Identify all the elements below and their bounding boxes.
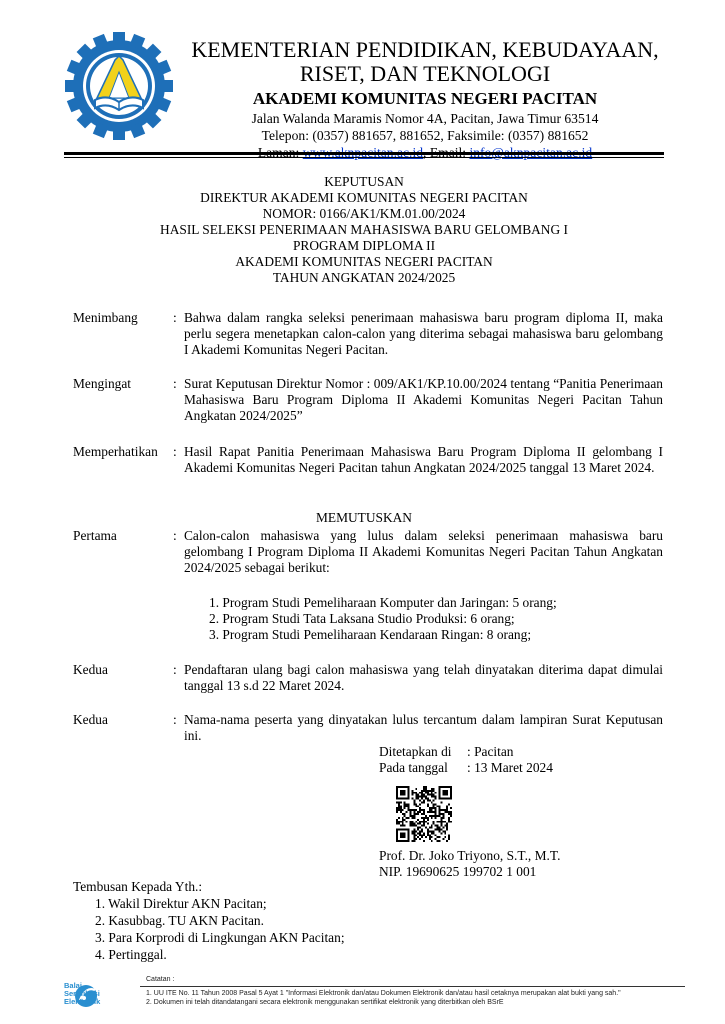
letterhead-rule-thin <box>64 157 664 158</box>
list-item: 2. Kasubbag. TU AKN Pacitan. <box>95 913 264 928</box>
footer-note: 2. Dokumen ini telah ditandatangani secara elektronik menggunakan sertifikat elektronik yang diterbitkan oleh BSrE <box>146 999 504 1006</box>
section-colon: : <box>173 310 177 325</box>
signatory-name: Prof. Dr. Joko Triyono, S.T., M.T. <box>379 848 561 863</box>
footer-notes <box>146 989 621 1007</box>
title-line: HASIL SELEKSI PENERIMAAN MAHASISWA BARU GELOMBANG I <box>160 222 568 237</box>
tembusan <box>73 878 345 963</box>
list-item: 3. Para Korprodi di Lingkungan AKN Pacitan; <box>95 930 345 945</box>
institution-name: AKADEMI KOMUNITAS NEGERI PACITAN <box>252 89 598 108</box>
decree-number: NOMOR: 0166/AK1/KM.01.00/2024 <box>262 206 466 221</box>
title-line: AKADEMI KOMUNITAS NEGERI PACITAN <box>235 254 493 269</box>
signature-place-row <box>379 744 553 776</box>
memutuskan-heading: MEMUTUSKAN <box>316 510 412 525</box>
decree-title <box>64 174 664 286</box>
title-line: TAHUN ANGKATAN 2024/2025 <box>272 270 456 285</box>
program-list <box>209 595 629 643</box>
tembusan-heading: Tembusan Kepada Yth.: <box>73 879 203 894</box>
bsre-line: Elektronik <box>64 997 101 1006</box>
section-text: Calon-calon mahasiswa yang lulus dalam seleksi penerimaan mahasiswa baru gelombang I Program Diploma II Akademi Komunitas Negeri Pacitan Tahun Angkatan 2024/2025 sebagai berikut: <box>184 528 663 575</box>
letterhead-rule-thick <box>64 152 664 155</box>
list-item: 1. Wakil Direktur AKN Pacitan; <box>95 896 267 911</box>
bsre-line: Sertifikasi <box>64 989 100 998</box>
section-label: Memperhatikan <box>73 444 158 459</box>
address: Jalan Walanda Maramis Nomor 4A, Pacitan, Jawa Timur 63514 <box>251 111 599 126</box>
section-label: Kedua <box>73 662 108 677</box>
place-label: Ditetapkan di <box>379 744 452 759</box>
footer-notes-heading: Catatan : <box>146 976 175 983</box>
bsre-line: Balai <box>64 981 82 990</box>
signatory-block <box>379 848 560 880</box>
date-value: : 13 Maret 2024 <box>467 760 553 775</box>
section-text: Nama-nama peserta yang dinyatakan lulus tercantum dalam lampiran Surat Keputusan ini. <box>184 712 663 743</box>
signatory-nip: NIP. 19690625 199702 1 001 <box>379 864 537 879</box>
section-text: Bahwa dalam rangka seleksi penerimaan mahasiswa baru program diploma II, maka perlu segera menetapkan calon-calon yang diterima sebagai mahasiswa baru gelombang I Akademi Komunitas Negeri Pacitan. <box>184 310 663 357</box>
section-colon: : <box>173 376 177 391</box>
footer-note: 1. UU ITE No. 11 Tahun 2008 Pasal 5 Ayat 1 "Informasi Elektronik dan/atau Dokumen Elektronik dan/atau hasil cetaknya merupakan alat bukti yang sah." <box>146 990 621 997</box>
section-colon: : <box>173 528 177 543</box>
list-item: 2. Program Studi Tata Laksana Studio Produksi: 6 orang; <box>209 611 515 626</box>
title-line: PROGRAM DIPLOMA II <box>292 238 436 253</box>
section-text: Surat Keputusan Direktur Nomor : 009/AK1/KP.10.00/2024 tentang “Panitia Penerimaan Mahasiswa Baru Program Diploma II Akademi Komunitas Negeri Pacitan Tahun Angkatan 2024/2025” <box>184 376 663 423</box>
list-item: 3. Program Studi Pemeliharaan Kendaraan Ringan: 8 orang; <box>209 627 532 642</box>
bsre-logo-text <box>64 982 100 1006</box>
section-colon: : <box>173 444 177 459</box>
institution-logo <box>64 30 174 142</box>
section-label: Pertama <box>73 528 117 543</box>
title-line: KEPUTUSAN <box>324 174 404 189</box>
phone-fax: Telepon: (0357) 881657, 881652, Faksimile: (0357) 881652 <box>261 128 589 143</box>
place-value: : Pacitan <box>467 744 514 759</box>
section-label: Mengingat <box>73 376 132 391</box>
section-text: Pendaftaran ulang bagi calon mahasiswa yang telah dinyatakan diterima dapat dimulai tanggal 13 s.d 22 Maret 2024. <box>184 662 663 693</box>
footer-divider <box>140 986 685 987</box>
title-line: DIREKTUR AKADEMI KOMUNITAS NEGERI PACITAN <box>200 190 528 205</box>
ministry-name-line2: RISET, DAN TEKNOLOGI <box>299 61 551 86</box>
section-text: Hasil Rapat Panitia Penerimaan Mahasiswa Baru Program Diploma II gelombang I Akademi Komunitas Negeri Pacitan tahun Angkatan 2024/2025 tanggal 13 Maret 2024. <box>184 444 663 475</box>
qr-code <box>396 786 452 842</box>
list-item: 1. Program Studi Pemeliharaan Komputer dan Jaringan: 5 orang; <box>209 595 557 610</box>
section-colon: : <box>173 712 177 727</box>
ministry-name-line1: KEMENTERIAN PENDIDIKAN, KEBUDAYAAN, <box>191 37 659 62</box>
section-label: Kedua <box>73 712 108 727</box>
section-label: Menimbang <box>73 310 138 325</box>
list-item: 4. Pertinggal. <box>95 947 167 962</box>
letterhead <box>190 38 660 161</box>
section-colon: : <box>173 662 177 677</box>
date-label: Pada tanggal <box>379 760 448 775</box>
